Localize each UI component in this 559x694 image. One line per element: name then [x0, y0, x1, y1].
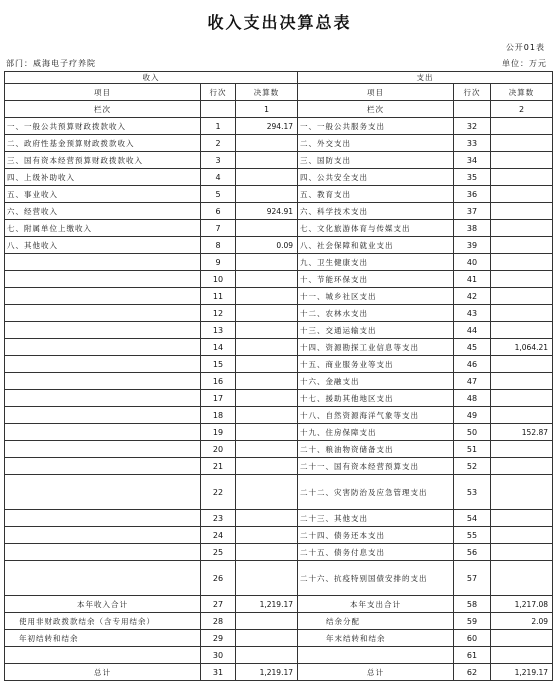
table-row [5, 169, 553, 186]
expense-amount [491, 441, 553, 458]
expense-amount [491, 254, 553, 271]
expense-amount [491, 510, 553, 527]
expense-line: 34 [454, 152, 491, 169]
expense-item: 三、国防支出 [298, 152, 454, 169]
table-row [5, 561, 553, 596]
income-item [5, 475, 201, 510]
income-amount [236, 527, 298, 544]
income-amount [236, 647, 298, 664]
expense-amount: 1,219.17 [491, 664, 553, 681]
table-row [5, 203, 553, 220]
income-item [5, 647, 201, 664]
income-amount-header: 决算数 [236, 84, 298, 101]
table-row [5, 441, 553, 458]
table-row [5, 152, 553, 169]
expense-amount: 152.87 [491, 424, 553, 441]
expense-line: 56 [454, 544, 491, 561]
income-item: 七、附属单位上缴收入 [5, 220, 201, 237]
income-item: 四、上级补助收入 [5, 169, 201, 186]
expense-item: 本年支出合计 [298, 596, 454, 613]
income-column-number: 1 [236, 101, 298, 118]
income-item: 三、国有资本经营预算财政拨款收入 [5, 152, 201, 169]
income-line: 17 [201, 390, 236, 407]
income-line: 15 [201, 356, 236, 373]
income-item [5, 305, 201, 322]
summary-row [5, 630, 553, 647]
income-item [5, 288, 201, 305]
expense-item: 结余分配 [298, 613, 454, 630]
expense-amount [491, 561, 553, 596]
expense-amount [491, 322, 553, 339]
table-row [5, 339, 553, 356]
income-amount: 924.91 [236, 203, 298, 220]
income-line: 18 [201, 407, 236, 424]
income-amount [236, 152, 298, 169]
expense-line: 57 [454, 561, 491, 596]
unit-label: 单位：万元 [502, 59, 547, 68]
income-item-header: 项目 [5, 84, 201, 101]
budget-summary-table [4, 71, 553, 681]
income-amount [236, 373, 298, 390]
income-line: 31 [201, 664, 236, 681]
expense-column-label: 栏次 [298, 101, 454, 118]
table-row [5, 118, 553, 135]
expense-line: 62 [454, 664, 491, 681]
expense-line: 32 [454, 118, 491, 135]
income-line: 3 [201, 152, 236, 169]
income-amount [236, 169, 298, 186]
summary-row [5, 664, 553, 681]
income-line: 7 [201, 220, 236, 237]
income-line: 8 [201, 237, 236, 254]
income-line: 9 [201, 254, 236, 271]
income-item [5, 356, 201, 373]
expense-amount [491, 475, 553, 510]
income-column-label: 栏次 [5, 101, 201, 118]
income-item [5, 339, 201, 356]
expense-line-header: 行次 [454, 84, 491, 101]
expense-line: 52 [454, 458, 491, 475]
income-line: 4 [201, 169, 236, 186]
table-row [5, 424, 553, 441]
income-amount [236, 288, 298, 305]
expense-amount [491, 647, 553, 664]
table-row [5, 186, 553, 203]
income-amount [236, 475, 298, 510]
income-amount [236, 305, 298, 322]
expense-line: 37 [454, 203, 491, 220]
income-line: 23 [201, 510, 236, 527]
income-line: 28 [201, 613, 236, 630]
expense-item: 年末结转和结余 [298, 630, 454, 647]
income-item [5, 390, 201, 407]
expense-item: 二十五、债务付息支出 [298, 544, 454, 561]
expense-line: 35 [454, 169, 491, 186]
expense-item: 十一、城乡社区支出 [298, 288, 454, 305]
income-line: 11 [201, 288, 236, 305]
table-row [5, 220, 553, 237]
expense-amount [491, 458, 553, 475]
table-row [5, 475, 553, 510]
expense-line: 51 [454, 441, 491, 458]
income-amount: 294.17 [236, 118, 298, 135]
expense-amount [491, 305, 553, 322]
expense-item-header: 项目 [298, 84, 454, 101]
expense-amount: 2.09 [491, 613, 553, 630]
expense-amount [491, 152, 553, 169]
table-row [5, 458, 553, 475]
income-item: 六、经营收入 [5, 203, 201, 220]
income-item: 总计 [5, 664, 201, 681]
expense-item: 十四、资源勘探工业信息等支出 [298, 339, 454, 356]
income-amount [236, 510, 298, 527]
income-item: 八、其他收入 [5, 237, 201, 254]
column-number-row [5, 101, 553, 118]
table-row [5, 237, 553, 254]
expense-line: 43 [454, 305, 491, 322]
expense-amount: 1,217.08 [491, 596, 553, 613]
expense-item: 总计 [298, 664, 454, 681]
section-header-row [5, 72, 553, 84]
income-item [5, 254, 201, 271]
income-item [5, 424, 201, 441]
income-item: 本年收入合计 [5, 596, 201, 613]
expense-column-line-blank [454, 101, 491, 118]
expense-amount [491, 220, 553, 237]
table-row [5, 135, 553, 152]
table-row [5, 271, 553, 288]
expense-line: 59 [454, 613, 491, 630]
income-amount: 1,219.17 [236, 596, 298, 613]
expense-amount [491, 169, 553, 186]
form-number: 公开01表 [505, 43, 545, 52]
expense-item: 六、科学技术支出 [298, 203, 454, 220]
expense-amount [491, 118, 553, 135]
income-section-header: 收入 [5, 72, 298, 84]
expense-item: 十八、自然资源海洋气象等支出 [298, 407, 454, 424]
expense-amount-header: 决算数 [491, 84, 553, 101]
expense-line: 33 [454, 135, 491, 152]
income-line: 29 [201, 630, 236, 647]
expense-line: 41 [454, 271, 491, 288]
expense-line: 60 [454, 630, 491, 647]
summary-row [5, 613, 553, 630]
income-item [5, 527, 201, 544]
income-amount [236, 356, 298, 373]
income-line: 27 [201, 596, 236, 613]
income-amount [236, 254, 298, 271]
income-line-header: 行次 [201, 84, 236, 101]
income-line: 24 [201, 527, 236, 544]
income-line: 2 [201, 135, 236, 152]
expense-line: 54 [454, 510, 491, 527]
income-item [5, 561, 201, 596]
table-body [5, 72, 553, 681]
summary-row [5, 596, 553, 613]
income-line: 1 [201, 118, 236, 135]
expense-line: 42 [454, 288, 491, 305]
expense-item: 十九、住房保障支出 [298, 424, 454, 441]
expense-amount [491, 407, 553, 424]
income-item [5, 458, 201, 475]
table-row [5, 544, 553, 561]
income-column-line-blank [201, 101, 236, 118]
expense-line: 61 [454, 647, 491, 664]
expense-line: 45 [454, 339, 491, 356]
expense-item: 二十三、其他支出 [298, 510, 454, 527]
income-amount [236, 544, 298, 561]
income-amount [236, 135, 298, 152]
income-item [5, 271, 201, 288]
expense-amount [491, 373, 553, 390]
income-item: 五、事业收入 [5, 186, 201, 203]
income-item: 二、政府性基金预算财政拨款收入 [5, 135, 201, 152]
expense-amount [491, 135, 553, 152]
expense-item: 十七、援助其他地区支出 [298, 390, 454, 407]
income-item [5, 407, 201, 424]
income-amount [236, 407, 298, 424]
income-item: 一、一般公共预算财政拨款收入 [5, 118, 201, 135]
expense-line: 36 [454, 186, 491, 203]
income-item: 年初结转和结余 [5, 630, 201, 647]
expense-amount [491, 544, 553, 561]
expense-line: 47 [454, 373, 491, 390]
income-item [5, 544, 201, 561]
income-item [5, 441, 201, 458]
income-amount: 1,219.17 [236, 664, 298, 681]
income-amount [236, 339, 298, 356]
expense-line: 50 [454, 424, 491, 441]
income-amount [236, 441, 298, 458]
expense-amount [491, 630, 553, 647]
income-amount [236, 561, 298, 596]
income-amount [236, 424, 298, 441]
expense-item: 十五、商业服务业等支出 [298, 356, 454, 373]
income-amount [236, 186, 298, 203]
income-line: 20 [201, 441, 236, 458]
expense-item: 四、公共安全支出 [298, 169, 454, 186]
expense-amount [491, 237, 553, 254]
income-line: 22 [201, 475, 236, 510]
expense-item [298, 647, 454, 664]
income-amount [236, 271, 298, 288]
expense-item: 二十一、国有资本经营预算支出 [298, 458, 454, 475]
table-row [5, 305, 553, 322]
expense-line: 40 [454, 254, 491, 271]
column-header-row [5, 84, 553, 101]
expense-item: 八、社会保障和就业支出 [298, 237, 454, 254]
table-row [5, 527, 553, 544]
income-item [5, 373, 201, 390]
income-amount [236, 613, 298, 630]
expense-line: 58 [454, 596, 491, 613]
income-item [5, 510, 201, 527]
expense-line: 55 [454, 527, 491, 544]
income-line: 12 [201, 305, 236, 322]
expense-item: 二十、粮油物资储备支出 [298, 441, 454, 458]
income-line: 21 [201, 458, 236, 475]
income-line: 16 [201, 373, 236, 390]
expense-amount: 1,064.21 [491, 339, 553, 356]
expense-item: 二十四、债务还本支出 [298, 527, 454, 544]
income-amount [236, 322, 298, 339]
table-row [5, 373, 553, 390]
expense-line: 46 [454, 356, 491, 373]
page-title: 收入支出决算总表 [207, 13, 352, 32]
income-line: 10 [201, 271, 236, 288]
department-label: 部门：威海电子疗养院 [6, 59, 96, 68]
expense-item: 十六、金融支出 [298, 373, 454, 390]
expense-item: 七、文化旅游体育与传媒支出 [298, 220, 454, 237]
income-line: 30 [201, 647, 236, 664]
expense-amount [491, 527, 553, 544]
expense-item: 十三、交通运输支出 [298, 322, 454, 339]
expense-item: 十、节能环保支出 [298, 271, 454, 288]
expense-item: 二十二、灾害防治及应急管理支出 [298, 475, 454, 510]
income-amount: 0.09 [236, 237, 298, 254]
expense-line: 48 [454, 390, 491, 407]
expense-item: 二十六、抗疫特别国债安排的支出 [298, 561, 454, 596]
expense-item: 五、教育支出 [298, 186, 454, 203]
table-row [5, 288, 553, 305]
expense-line: 39 [454, 237, 491, 254]
table-row [5, 356, 553, 373]
income-line: 13 [201, 322, 236, 339]
expense-line: 53 [454, 475, 491, 510]
income-line: 14 [201, 339, 236, 356]
expense-amount [491, 356, 553, 373]
income-line: 6 [201, 203, 236, 220]
expense-amount [491, 390, 553, 407]
expense-amount [491, 271, 553, 288]
income-line: 19 [201, 424, 236, 441]
expense-item: 九、卫生健康支出 [298, 254, 454, 271]
income-amount [236, 220, 298, 237]
table-row [5, 407, 553, 424]
table-row [5, 254, 553, 271]
summary-row [5, 647, 553, 664]
income-line: 5 [201, 186, 236, 203]
expense-item: 二、外交支出 [298, 135, 454, 152]
expense-line: 44 [454, 322, 491, 339]
table-row [5, 390, 553, 407]
income-line: 26 [201, 561, 236, 596]
income-item: 使用非财政拨款结余（含专用结余） [5, 613, 201, 630]
income-line: 25 [201, 544, 236, 561]
expense-item: 十二、农林水支出 [298, 305, 454, 322]
expense-column-number: 2 [491, 101, 553, 118]
expense-amount [491, 203, 553, 220]
expense-amount [491, 288, 553, 305]
expense-line: 49 [454, 407, 491, 424]
expense-item: 一、一般公共服务支出 [298, 118, 454, 135]
income-item [5, 322, 201, 339]
expense-section-header: 支出 [298, 72, 553, 84]
income-amount [236, 390, 298, 407]
expense-amount [491, 186, 553, 203]
table-row [5, 510, 553, 527]
income-amount [236, 458, 298, 475]
expense-line: 38 [454, 220, 491, 237]
table-row [5, 322, 553, 339]
income-amount [236, 630, 298, 647]
